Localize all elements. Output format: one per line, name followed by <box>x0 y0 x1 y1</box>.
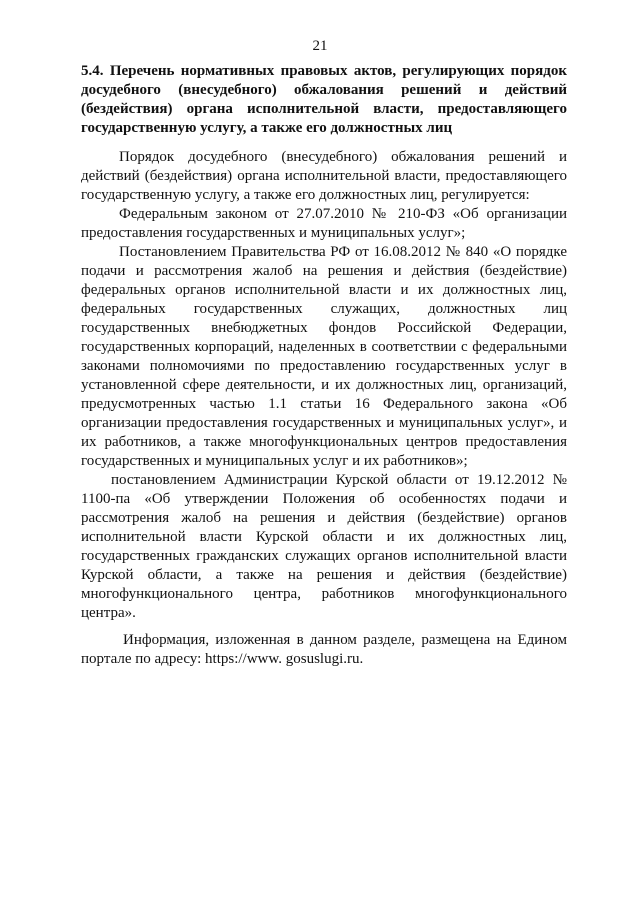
info-paragraph: Информация, изложенная в данном разделе, размещена на Едином портале по адресу: https://www. gosuslugi.ru. <box>81 632 567 667</box>
page-number: 21 <box>312 38 328 54</box>
government-resolution-paragraph: Постановлением Правительства РФ от 16.08.2012 № 840 «О порядке подачи и рассмотрения жалоб на решения и действия (бездействие) федеральных органов исполнительной власти и их должностных лиц, федеральных государственных служащих, должностных лиц государственных внебюджетных фондов Российской Федерации, государственных корпораций, наделенных в соответствии с федеральными законами полномочиями по предоставлению государственных услуг в установленной сфере деятельности, и их должностных лиц, организаций, предусмотренных частью 1.1 статьи 16 Федерального закона «Об организации предоставления государственных и муниципальных услуг», и их работников, а также многофункциональных центров предоставления государственных и муниципальных услуг и их работников»; <box>81 244 567 469</box>
section-heading: 5.4. Перечень нормативных правовых актов, регулирующих порядок досудебного (внесудебного) обжалования решений и действий (бездействия) органа исполнительной власти, предоставляющего государственную услугу, а также его должностных лиц <box>81 63 567 136</box>
kursk-resolution-paragraph: постановлением Администрации Курской области от 19.12.2012 № 1100-па «Об утверждении Положения об особенностях подачи и рассмотрения жалоб на решения и действия (бездействие) органов исполнительной власти Курской области и их должностных лиц, государственных гражданских служащих органов исполнительной власти Курской области, а также на решения и действия (бездействие) многофункционального центра, работников многофункционального центра». <box>81 472 567 621</box>
section-body <box>81 148 567 669</box>
intro-paragraph: Порядок досудебного (внесудебного) обжалования решений и действий (бездействия) органа исполнительной власти, предоставляющего государственную услугу, а также его должностных лиц, регулируется: <box>81 149 567 203</box>
federal-law-paragraph: Федеральным законом от 27.07.2010 № 210-ФЗ «Об организации предоставления государственных и муниципальных услуг»; <box>81 206 567 241</box>
